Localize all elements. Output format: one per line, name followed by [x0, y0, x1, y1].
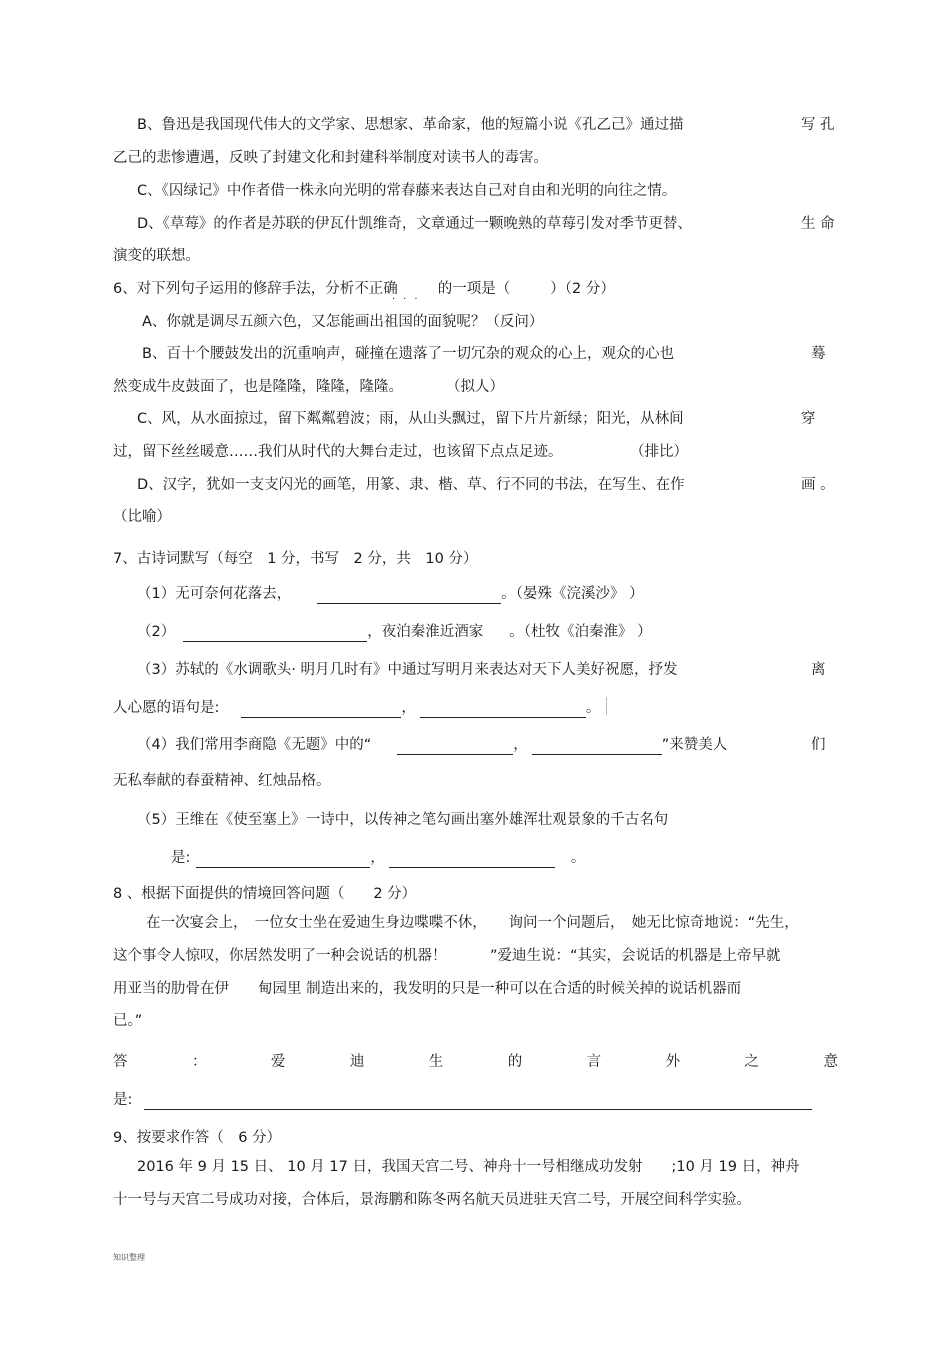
q5-option-d-line2: 演变的联想。	[113, 248, 200, 264]
q8-stem: 8 、根据下面提供的情境回答问题（ 2 分）	[113, 886, 417, 902]
q7-item-1	[137, 584, 644, 604]
q8-answer-label: 是:	[113, 1092, 133, 1108]
comma: ，	[370, 850, 385, 866]
answer-char: 之	[744, 1054, 759, 1070]
q6-option-c-line1: C、风，从水面掠过，留下粼粼碧波；雨，从山头飘过，留下片片新绿；阳光，从林间	[137, 411, 684, 427]
q5-option-c: C、《囚绿记》中作者借一株永向光明的常春藤来表达自己对自由和光明的向往之情。	[137, 183, 677, 199]
q6-stem	[113, 279, 615, 299]
emphasis-dots: ...	[392, 291, 426, 302]
q8-passage-line4: 已。”	[113, 1013, 143, 1029]
q6-option-d-line1: D、汉字，犹如一支支闪光的画笔，用篆、隶、楷、草、行不同的书法，在写生、在作	[137, 477, 685, 493]
comma: ，	[401, 700, 416, 716]
q7-item-3-line2	[113, 698, 600, 718]
q9-passage-line1: 2016 年 9 月 15 日、 10 月 17 日，我国天宫二号、神舟十一号相继成功发射 ;10 月 19 日，神舟	[137, 1159, 800, 1175]
q7-item-5-label: 是:	[171, 850, 191, 866]
answer-char: 迪	[349, 1054, 365, 1070]
q9-stem: 9、按要求作答（ 6 分）	[113, 1130, 282, 1146]
answer-char: 意	[823, 1054, 838, 1070]
q6-option-b-line2: 然变成牛皮鼓面了，也是隆隆，隆隆，隆隆。	[113, 379, 403, 395]
answer-char: ：	[191, 1054, 207, 1070]
q6-option-a: A、你就是调尽五颜六色，又怎能画出祖国的面貌呢？（反问）	[142, 314, 544, 330]
q9-passage-line2: 十一号与天宫二号成功对接，合体后，景海鹏和陈冬两名航天员进驻天宫二号，开展空间科学实验。	[113, 1192, 751, 1208]
q7-item-2-text: ，夜泊秦淮近酒家	[367, 624, 484, 640]
answer-blank[interactable]	[389, 851, 555, 868]
answer-blank[interactable]	[420, 701, 586, 718]
q5-option-b-line2: 乙己的悲惨遭遇，反映了封建文化和封建科举制度对读书人的毒害。	[113, 150, 548, 166]
q7-item-4-line1-tail: 们	[811, 737, 826, 753]
q7-stem: 7、古诗词默写（每空 1 分，书写 2 分，共 10 分）	[113, 551, 478, 567]
q6-option-b-line1-tail: 蓦	[811, 346, 826, 362]
q7-item-4-text: （4）我们常用李商隐《无题》中的“	[137, 737, 372, 753]
q8-passage-line1: 在一次宴会上， 一位女士坐在爱迪生身边喋喋不休， 询问一个问题后， 她无比惊奇地说：“先生，	[146, 915, 799, 931]
q6-option-d-line2: （比喻）	[113, 509, 171, 525]
q7-item-2-source: 。（杜牧《泊秦淮》 ）	[509, 624, 652, 640]
q7-item-4-text-end: ”来赞美人	[661, 737, 728, 753]
q7-item-4-line1	[137, 735, 727, 755]
q6-option-d-line1-tail: 画 。	[801, 477, 835, 493]
answer-char: 答	[113, 1054, 128, 1070]
answer-char: 生	[428, 1054, 444, 1070]
q6-stem-part3: ）（2 分）	[550, 281, 615, 297]
q6-stem-part2: 的一项是（	[437, 281, 511, 297]
answer-char: 的	[507, 1054, 523, 1070]
q5-option-b-line1: B、鲁迅是我国现代伟大的文学家、思想家、革命家，他的短篇小说《孔乙己》通过描	[137, 117, 684, 133]
q7-item-1-source: 。（晏殊《浣溪沙》 ）	[501, 586, 644, 602]
q7-item-1-text: （1）无可奈何花落去，	[137, 586, 292, 602]
q6-option-c-line1-tail: 穿	[801, 411, 816, 427]
period: 。	[570, 850, 586, 866]
q6-stem-part1: 6、对下列句子运用的修辞手法，分析不正确	[113, 281, 398, 297]
answer-blank[interactable]	[532, 738, 662, 755]
period: 。	[585, 700, 601, 716]
q7-item-5-line2	[171, 848, 585, 868]
q6-option-c-tag: （排比）	[630, 444, 688, 460]
q7-item-2	[137, 622, 652, 642]
answer-blank[interactable]	[241, 701, 401, 718]
page-footer: 知识整理	[113, 1253, 145, 1262]
comma: ，	[513, 737, 528, 753]
q6-option-b-tag: （拟人）	[446, 379, 504, 395]
answer-char: 爱	[270, 1054, 286, 1070]
answer-blank[interactable]	[317, 587, 501, 604]
q7-item-3-label: 人心愿的语句是:	[113, 700, 220, 716]
q7-item-3-line1-tail: 离	[811, 662, 826, 678]
answer-blank[interactable]	[183, 625, 367, 642]
q8-answer-line	[113, 1090, 812, 1110]
answer-blank[interactable]	[196, 851, 370, 868]
q5-option-d-line1-tail: 生 命	[801, 216, 835, 232]
q8-answer-prompt	[113, 1052, 838, 1072]
answer-char: 外	[665, 1054, 681, 1070]
answer-blank[interactable]	[144, 1093, 812, 1110]
q5-option-b-line1-tail: 写 孔	[801, 117, 835, 133]
cursor-mark	[606, 697, 607, 715]
q6-option-c-line2: 过，留下丝丝暖意……我们从时代的大舞台走过，也该留下点点足迹。	[113, 444, 563, 460]
q8-passage-line3: 用亚当的肋骨在伊 甸园里 制造出来的，我发明的只是一种可以在合适的时候关掉的说话机器而	[113, 981, 742, 997]
q6-option-b-line1: B、百十个腰鼓发出的沉重响声，碰撞在遗落了一切冗杂的观众的心上，观众的心也	[142, 346, 674, 362]
answer-blank[interactable]	[397, 738, 513, 755]
q5-option-d-line1: D、《草莓》的作者是苏联的伊瓦什凯维奇，文章通过一颗晚熟的草莓引发对季节更替、	[137, 216, 692, 232]
q8-passage-line2: 这个事令人惊叹，你居然发明了一种会说话的机器！ ”爱迪生说：“其实，会说话的机器是上帝早就	[113, 948, 781, 964]
q7-item-3-line1: （3）苏轼的《水调歌头· 明月几时有》中通过写明月来表达对天下人美好祝愿，抒发	[137, 662, 678, 678]
q7-item-4-line2: 无私奉献的春蚕精神、红烛品格。	[113, 773, 331, 789]
q7-item-5-line1: （5）王维在《使至塞上》一诗中，以传神之笔勾画出塞外雄浑壮观景象的千古名句	[137, 812, 669, 828]
answer-char: 言	[586, 1054, 602, 1070]
q7-item-2-number: （2）	[137, 624, 176, 640]
